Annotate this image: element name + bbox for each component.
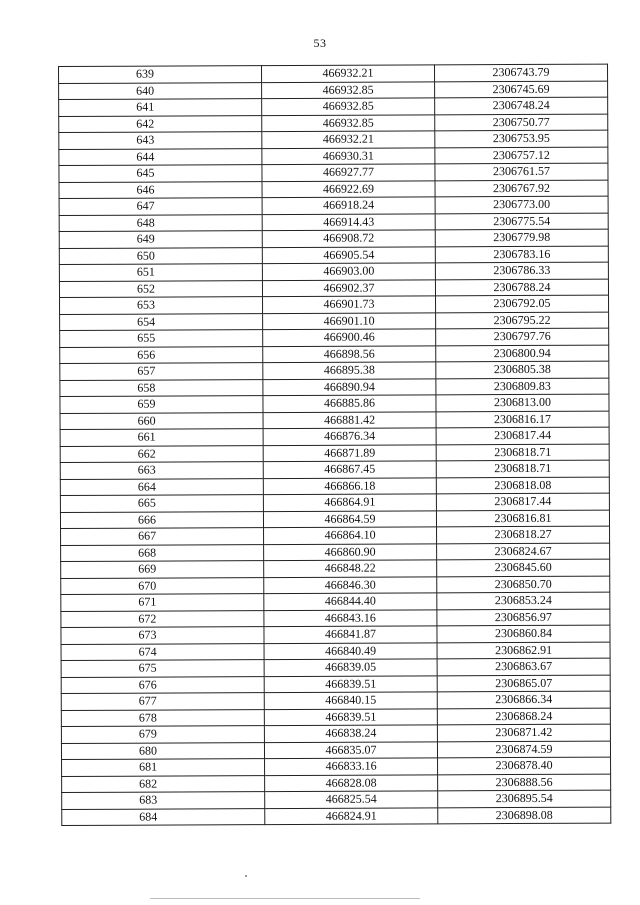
point-number-cell: 640 <box>59 82 262 99</box>
y-coordinate-cell: 2306818.71 <box>436 460 609 477</box>
table-row <box>62 807 611 826</box>
point-number-cell: 641 <box>59 99 262 116</box>
y-coordinate-cell: 2306818.08 <box>436 477 609 494</box>
y-coordinate-cell: 2306779.98 <box>435 229 608 246</box>
table-row <box>60 493 609 512</box>
table-row <box>61 576 610 595</box>
x-coordinate-cell: 466848.22 <box>264 560 437 577</box>
x-coordinate-cell: 466835.07 <box>264 741 437 758</box>
y-coordinate-cell: 2306850.70 <box>437 576 610 593</box>
table-row <box>59 97 608 116</box>
x-coordinate-cell: 466902.37 <box>262 279 435 296</box>
y-coordinate-cell: 2306863.67 <box>437 658 610 675</box>
page-number: 53 <box>313 36 327 50</box>
table-row <box>61 642 610 661</box>
table-row <box>59 213 608 232</box>
point-number-cell: 662 <box>60 445 263 462</box>
point-number-cell: 680 <box>61 742 264 759</box>
y-coordinate-cell: 2306878.40 <box>438 757 611 774</box>
table-row <box>60 477 609 496</box>
y-coordinate-cell: 2306797.76 <box>436 328 609 345</box>
point-number-cell: 653 <box>60 297 263 314</box>
point-number-cell: 659 <box>60 396 263 413</box>
point-number-cell: 681 <box>62 759 265 776</box>
x-coordinate-cell: 466908.72 <box>262 230 435 247</box>
y-coordinate-cell: 2306845.60 <box>437 559 610 576</box>
y-coordinate-cell: 2306753.95 <box>435 130 608 147</box>
x-coordinate-cell: 466905.54 <box>262 246 435 263</box>
y-coordinate-cell: 2306767.92 <box>435 180 608 197</box>
x-coordinate-cell: 466844.40 <box>264 593 437 610</box>
point-number-cell: 672 <box>61 610 264 627</box>
table-row <box>59 229 608 248</box>
point-number-cell: 648 <box>59 214 262 231</box>
point-number-cell: 665 <box>60 495 263 512</box>
y-coordinate-cell: 2306788.24 <box>435 279 608 296</box>
y-coordinate-cell: 2306805.38 <box>436 361 609 378</box>
point-number-cell: 655 <box>60 330 263 347</box>
x-coordinate-cell: 466932.21 <box>262 65 435 82</box>
table-row <box>59 196 608 215</box>
table-row <box>59 279 608 298</box>
y-coordinate-cell: 2306868.24 <box>437 708 610 725</box>
point-number-cell: 646 <box>59 181 262 198</box>
x-coordinate-cell: 466828.08 <box>265 774 438 791</box>
y-coordinate-cell: 2306866.34 <box>437 691 610 708</box>
point-number-cell: 677 <box>61 693 264 710</box>
table-row <box>61 543 610 562</box>
point-number-cell: 644 <box>59 148 262 165</box>
point-number-cell: 683 <box>62 792 265 809</box>
x-coordinate-cell: 466840.15 <box>264 692 437 709</box>
point-number-cell: 647 <box>59 198 262 215</box>
x-coordinate-cell: 466871.89 <box>263 444 436 461</box>
x-coordinate-cell: 466825.54 <box>265 791 438 808</box>
x-coordinate-cell: 466839.51 <box>264 708 437 725</box>
x-coordinate-cell: 466860.90 <box>264 543 437 560</box>
x-coordinate-cell: 466914.43 <box>262 213 435 230</box>
point-number-cell: 657 <box>60 363 263 380</box>
point-number-cell: 654 <box>60 313 263 330</box>
point-number-cell: 674 <box>61 643 264 660</box>
x-coordinate-cell: 466901.73 <box>263 296 436 313</box>
y-coordinate-cell: 2306817.44 <box>436 493 609 510</box>
x-coordinate-cell: 466898.56 <box>263 345 436 362</box>
point-number-cell: 639 <box>59 66 262 83</box>
x-coordinate-cell: 466841.87 <box>264 626 437 643</box>
y-coordinate-cell: 2306856.97 <box>437 609 610 626</box>
page-bottom-edge <box>150 898 420 899</box>
y-coordinate-cell: 2306786.33 <box>435 262 608 279</box>
y-coordinate-cell: 2306757.12 <box>435 147 608 164</box>
y-coordinate-cell: 2306813.00 <box>436 394 609 411</box>
y-coordinate-cell: 2306862.91 <box>437 642 610 659</box>
table-row <box>59 147 608 166</box>
scan-artifact-dot <box>245 875 247 877</box>
table-row <box>62 790 611 809</box>
y-coordinate-cell: 2306792.05 <box>436 295 609 312</box>
coordinate-table-body <box>59 64 611 825</box>
table-row <box>61 658 610 677</box>
y-coordinate-cell: 2306853.24 <box>437 592 610 609</box>
x-coordinate-cell: 466932.85 <box>262 81 435 98</box>
point-number-cell: 664 <box>60 478 263 495</box>
x-coordinate-cell: 466901.10 <box>263 312 436 329</box>
x-coordinate-cell: 466927.77 <box>262 164 435 181</box>
point-number-cell: 684 <box>62 808 265 825</box>
y-coordinate-cell: 2306743.79 <box>434 64 607 81</box>
y-coordinate-cell: 2306745.69 <box>435 81 608 98</box>
y-coordinate-cell: 2306871.42 <box>437 724 610 741</box>
point-number-cell: 642 <box>59 115 262 132</box>
table-row <box>61 559 610 578</box>
table-row <box>60 328 609 347</box>
point-number-cell: 667 <box>61 528 264 545</box>
table-row <box>61 609 610 628</box>
x-coordinate-cell: 466867.45 <box>263 461 436 478</box>
y-coordinate-cell: 2306795.22 <box>436 312 609 329</box>
x-coordinate-cell: 466895.38 <box>263 362 436 379</box>
x-coordinate-cell: 466918.24 <box>262 197 435 214</box>
x-coordinate-cell: 466824.91 <box>265 807 438 824</box>
point-number-cell: 660 <box>60 412 263 429</box>
x-coordinate-cell: 466900.46 <box>263 329 436 346</box>
point-number-cell: 645 <box>59 165 262 182</box>
table-row <box>60 510 609 529</box>
table-row <box>61 724 610 743</box>
x-coordinate-cell: 466881.42 <box>263 411 436 428</box>
table-row <box>60 312 609 331</box>
table-row <box>59 246 608 265</box>
coordinate-table <box>58 64 611 826</box>
x-coordinate-cell: 466864.10 <box>264 527 437 544</box>
point-number-cell: 675 <box>61 660 264 677</box>
x-coordinate-cell: 466864.91 <box>263 494 436 511</box>
table-row <box>60 427 609 446</box>
table-row <box>61 691 610 710</box>
y-coordinate-cell: 2306750.77 <box>435 114 608 131</box>
x-coordinate-cell: 466866.18 <box>263 477 436 494</box>
table-row <box>61 675 610 694</box>
y-coordinate-cell: 2306817.44 <box>436 427 609 444</box>
x-coordinate-cell: 466876.34 <box>263 428 436 445</box>
y-coordinate-cell: 2306809.83 <box>436 378 609 395</box>
x-coordinate-cell: 466890.94 <box>263 378 436 395</box>
x-coordinate-cell: 466922.69 <box>262 180 435 197</box>
x-coordinate-cell: 466833.16 <box>265 758 438 775</box>
point-number-cell: 669 <box>61 561 264 578</box>
point-number-cell: 682 <box>62 775 265 792</box>
point-number-cell: 658 <box>60 379 263 396</box>
table-row <box>59 130 608 149</box>
x-coordinate-cell: 466885.86 <box>263 395 436 412</box>
table-row <box>59 64 608 83</box>
y-coordinate-cell: 2306898.08 <box>438 807 611 824</box>
y-coordinate-cell: 2306824.67 <box>437 543 610 560</box>
table-row <box>60 460 609 479</box>
y-coordinate-cell: 2306773.00 <box>435 196 608 213</box>
point-number-cell: 671 <box>61 594 264 611</box>
table-row <box>60 411 609 430</box>
x-coordinate-cell: 466864.59 <box>263 510 436 527</box>
point-number-cell: 652 <box>59 280 262 297</box>
table-row <box>62 757 611 776</box>
table-row <box>62 774 611 793</box>
point-number-cell: 650 <box>59 247 262 264</box>
point-number-cell: 673 <box>61 627 264 644</box>
y-coordinate-cell: 2306865.07 <box>437 675 610 692</box>
table-row <box>61 741 610 760</box>
table-row <box>60 444 609 463</box>
table-row <box>60 378 609 397</box>
table-row <box>60 345 609 364</box>
y-coordinate-cell: 2306816.81 <box>436 510 609 527</box>
y-coordinate-cell: 2306816.17 <box>436 411 609 428</box>
y-coordinate-cell: 2306761.57 <box>435 163 608 180</box>
point-number-cell: 661 <box>60 429 263 446</box>
y-coordinate-cell: 2306800.94 <box>436 345 609 362</box>
table-row <box>59 262 608 281</box>
x-coordinate-cell: 466839.51 <box>264 675 437 692</box>
point-number-cell: 676 <box>61 676 264 693</box>
x-coordinate-cell: 466838.24 <box>264 725 437 742</box>
table-row <box>59 163 608 182</box>
table-row <box>59 81 608 100</box>
y-coordinate-cell: 2306748.24 <box>435 97 608 114</box>
y-coordinate-cell: 2306888.56 <box>438 774 611 791</box>
y-coordinate-cell: 2306895.54 <box>438 790 611 807</box>
x-coordinate-cell: 466932.21 <box>262 131 435 148</box>
table-row <box>61 592 610 611</box>
x-coordinate-cell: 466903.00 <box>262 263 435 280</box>
y-coordinate-cell: 2306860.84 <box>437 625 610 642</box>
x-coordinate-cell: 466839.05 <box>264 659 437 676</box>
point-number-cell: 643 <box>59 132 262 149</box>
table-row <box>61 625 610 644</box>
table-row <box>60 394 609 413</box>
point-number-cell: 679 <box>61 726 264 743</box>
point-number-cell: 670 <box>61 577 264 594</box>
point-number-cell: 663 <box>60 462 263 479</box>
table-row <box>60 295 609 314</box>
x-coordinate-cell: 466846.30 <box>264 576 437 593</box>
table-row <box>61 708 610 727</box>
x-coordinate-cell: 466930.31 <box>262 147 435 164</box>
point-number-cell: 666 <box>60 511 263 528</box>
point-number-cell: 651 <box>59 264 262 281</box>
x-coordinate-cell: 466932.85 <box>262 98 435 115</box>
point-number-cell: 649 <box>59 231 262 248</box>
table-row <box>61 526 610 545</box>
point-number-cell: 668 <box>61 544 264 561</box>
x-coordinate-cell: 466843.16 <box>264 609 437 626</box>
y-coordinate-cell: 2306818.27 <box>437 526 610 543</box>
x-coordinate-cell: 466932.85 <box>262 114 435 131</box>
table-row <box>60 361 609 380</box>
point-number-cell: 678 <box>61 709 264 726</box>
y-coordinate-cell: 2306783.16 <box>435 246 608 263</box>
table-row <box>59 180 608 199</box>
point-number-cell: 656 <box>60 346 263 363</box>
y-coordinate-cell: 2306818.71 <box>436 444 609 461</box>
x-coordinate-cell: 466840.49 <box>264 642 437 659</box>
y-coordinate-cell: 2306874.59 <box>437 741 610 758</box>
y-coordinate-cell: 2306775.54 <box>435 213 608 230</box>
table-row <box>59 114 608 133</box>
